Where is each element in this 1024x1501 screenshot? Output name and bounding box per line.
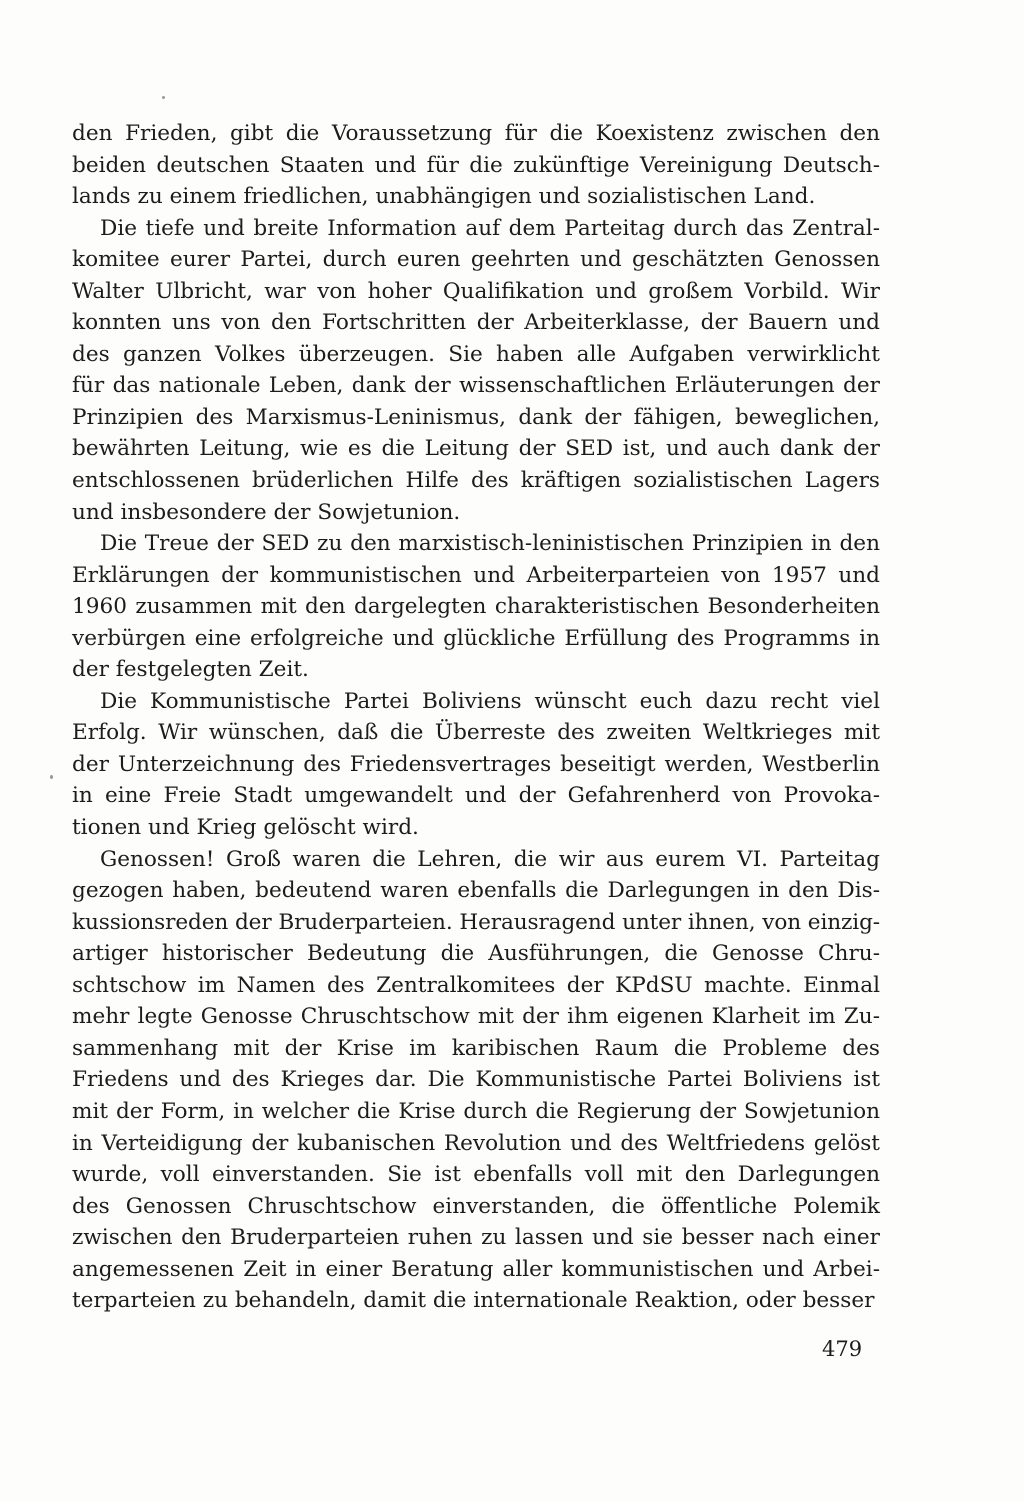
text-line: in eine Freie Stadt umgewandelt und der Gefahrenherd von Provoka- [72, 783, 880, 809]
text-line: gezogen haben, bedeutend waren ebenfalls die Darlegungen in den Dis- [72, 878, 880, 904]
text-line: komitee eurer Partei, durch euren geehrten und geschätzten Genossen [72, 247, 880, 273]
text-line: verbürgen eine erfolgreiche und glückliche Erfüllung des Programms in [72, 625, 880, 651]
print-speck [50, 775, 53, 779]
text-line: wurde, voll einverstanden. Sie ist ebenfalls voll mit den Darlegungen [72, 1162, 880, 1188]
paragraph [72, 528, 880, 686]
text-line: Erfolg. Wir wünschen, daß die Überreste des zweiten Weltkrieges mit [72, 720, 880, 746]
text-line: Erklärungen der kommunistischen und Arbeiterparteien von 1957 und [72, 562, 880, 588]
text-line: Friedens und des Krieges dar. Die Kommunistische Partei Boliviens ist [72, 1067, 880, 1093]
text-line: mit der Form, in welcher die Krise durch die Regierung der Sowjetunion [72, 1098, 880, 1124]
body-text [72, 118, 880, 1317]
text-line: 1960 zusammen mit den dargelegten charakteristischen Besonderheiten [72, 594, 880, 620]
text-line: bewährten Leitung, wie es die Leitung der SED ist, und auch dank der [72, 436, 880, 462]
text-line: artiger historischer Bedeutung die Ausführungen, die Genosse Chru- [72, 941, 880, 967]
text-line: entschlossenen brüderlichen Hilfe des kräftigen sozialistischen Lagers [72, 468, 880, 494]
text-line: schtschow im Namen des Zentralkomitees der KPdSU machte. Einmal [72, 972, 880, 998]
text-line: Walter Ulbricht, war von hoher Qualifikation und großem Vorbild. Wir [72, 278, 880, 304]
text-line: Prinzipien des Marxismus-Leninismus, dank der fähigen, beweglichen, [72, 404, 880, 430]
text-line: beiden deutschen Staaten und für die zukünftige Vereinigung Deutsch- [72, 152, 880, 178]
paragraph [72, 213, 880, 528]
text-line: tionen und Krieg gelöscht wird. [72, 815, 419, 841]
text-line: der festgelegten Zeit. [72, 657, 309, 683]
text-line: lands zu einem friedlichen, unabhängigen und sozialistischen Land. [72, 184, 816, 210]
text-line: Genossen! Groß waren die Lehren, die wir aus eurem VI. Parteitag [100, 846, 880, 872]
text-line: den Frieden, gibt die Voraussetzung für die Koexistenz zwischen den [72, 121, 880, 146]
text-line: in Verteidigung der kubanischen Revolution und des Weltfriedens gelöst [72, 1130, 880, 1156]
paragraph [72, 844, 880, 1317]
text-line: für das nationale Leben, dank der wissenschaftlichen Erläuterungen der [72, 373, 880, 399]
text-line: der Unterzeichnung des Friedensvertrages beseitigt werden, Westberlin [72, 751, 880, 777]
print-speck [162, 96, 165, 99]
text-line: angemessenen Zeit in einer Beratung aller kommunistischen und Arbei- [72, 1256, 880, 1282]
text-line: und insbesondere der Sowjetunion. [72, 499, 461, 525]
text-line: mehr legte Genosse Chruschtschow mit der ihm eigenen Klarheit im Zu- [72, 1004, 880, 1030]
paragraph [72, 686, 880, 844]
text-line: Die Treue der SED zu den marxistisch-leninistischen Prinzipien in den [100, 531, 880, 557]
text-line: kussionsreden der Bruderparteien. Herausragend unter ihnen, von einzig- [72, 909, 880, 935]
paragraph [72, 118, 880, 213]
text-line: Die tiefe und breite Information auf dem Parteitag durch das Zentral- [100, 215, 880, 241]
text-line: des ganzen Volkes überzeugen. Sie haben alle Aufgaben verwirklicht [72, 341, 880, 367]
text-line: terparteien zu behandeln, damit die internationale Reaktion, oder besser [72, 1288, 875, 1314]
text-line: des Genossen Chruschtschow einverstanden, die öffentliche Polemik [72, 1193, 880, 1219]
page-number: 479 [822, 1337, 863, 1361]
text-line: Die Kommunistische Partei Boliviens wünscht euch dazu recht viel [100, 688, 880, 714]
text-line: sammenhang mit der Krise im karibischen Raum die Probleme des [72, 1035, 880, 1061]
text-line: zwischen den Bruderparteien ruhen zu lassen und sie besser nach einer [72, 1225, 880, 1251]
text-line: konnten uns von den Fortschritten der Arbeiterklasse, der Bauern und [72, 310, 880, 336]
